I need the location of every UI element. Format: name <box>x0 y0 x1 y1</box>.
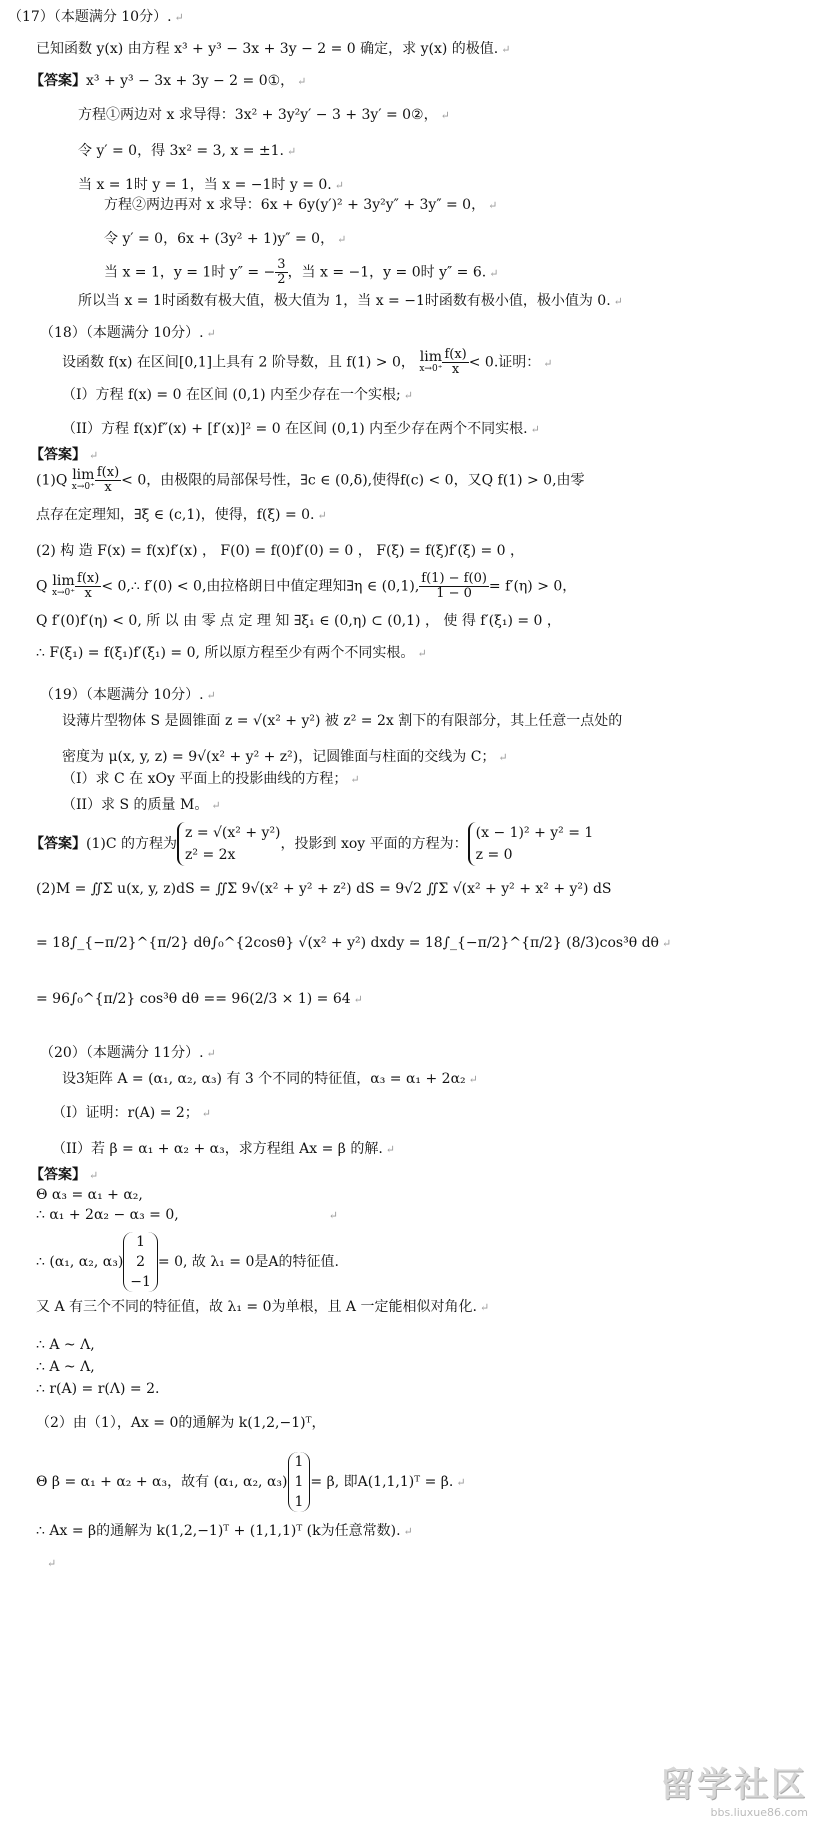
p18-question-1: （I）方程 f(x) = 0 在区间 (0,1) 内至少存在一个实根; ↵ <box>62 387 413 403</box>
watermark-url: bbs.liuxue86.com <box>710 1806 808 1819</box>
p20-answer-line-7: ∴ r(A) = r(Λ) = 2. <box>36 1381 160 1397</box>
fraction: $\frac{f(x)}{x}$ <box>444 347 467 377</box>
p19-answer-line-2: (2)M = ∬Σ u(x, y, z)dS = ∬Σ 9√(x² + y² + z²) dS = 9√2 ∬Σ √(x² + y² + x² + y²) dS <box>36 881 612 897</box>
p17-header: （17）（本题满分 10分）. ↵ <box>8 9 184 25</box>
p20-answer-line-1: Θ α₃ = α₁ + α₂, <box>36 1187 143 1203</box>
watermark <box>660 1757 808 1819</box>
trailing-return-mark: ↵ <box>47 1557 57 1570</box>
column-vector: 1 1 1 <box>288 1452 311 1512</box>
p20-answer-line-8: （2）由（1），Ax = 0的通解为 k(1,2,−1)ᵀ， <box>36 1415 326 1431</box>
p20-answer-line-2: ∴ α₁ + 2α₂ − α₃ = 0, ↵ <box>36 1207 338 1223</box>
p19-header: （19）（本题满分 10分）. ↵ <box>40 687 216 703</box>
p20-header: （20）（本题满分 11分）. ↵ <box>40 1045 216 1061</box>
p17-problem: 已知函数 y(x) 由方程 x³ + y³ − 3x + 3y − 2 = 0 确定，求 y(x) 的极值. ↵ <box>36 41 511 57</box>
column-vector: 1 2 −1 <box>123 1232 158 1292</box>
fraction: $\frac{3}{2}$ <box>277 257 286 287</box>
p20-answer-line-10: ∴ Ax = β的通解为 k(1,2,−1)ᵀ + (1,1,1)ᵀ (k为任意常数). ↵ <box>36 1523 413 1539</box>
p18-answer-line-3: (2) 构 造 F(x) = f(x)f′(x) ， F(0) = f(0)f′(0) = 0 ， F(ξ) = f(ξ)f′(ξ) = 0 ， <box>36 543 525 559</box>
fraction: $\frac{f(x)}{x}$ <box>77 571 100 601</box>
p17-answer-line-5: 方程②两边再对 x 求导：6x + 6y(y′)² + 3y²y″ + 3y″ = 0， ↵ <box>104 197 498 213</box>
p20-question-2: （II）若 β = α₁ + α₂ + α₃，求方程组 Ax = β 的解. ↵ <box>52 1141 395 1157</box>
p17-answer-line-2: 方程①两边对 x 求导得：3x² + 3y²y′ − 3 + 3y′ = 0②， ↵ <box>78 107 450 123</box>
equation-system: (x − 1)² + y² = 1 z = 0 <box>468 822 594 866</box>
watermark-brand: 留学社区 <box>660 1765 808 1805</box>
p20-answer-label: 【答案】 ↵ <box>30 1167 99 1183</box>
p18-answer-label: 【答案】 ↵ <box>30 447 99 463</box>
p19-answer-line-3: = 18∫_{−π/2}^{π/2} dθ∫₀^{2cosθ} √(x² + y²) dxdy = 18∫_{−π/2}^{π/2} (8/3)cos³θ dθ ↵ <box>36 935 672 951</box>
fraction: $\frac{f(x)}{x}$ <box>96 465 120 495</box>
p18-problem: 设函数 f(x) 在区间[0,1]上具有 2 阶导数，且 f(1) > 0， lim x→0⁺ $\frac{f(x)}{x}$ < 0.证明： ↵ <box>62 347 553 377</box>
p18-answer-line-4: Q lim x→0⁺ $\frac{f(x)}{x}$ < 0,∴ f′(0) < 0,由拉格朗日中值定理知∃η ∈ (0,1), $\frac{f(1) - f(0)}{1 - 0}$ = f′(η) > 0， <box>36 571 577 601</box>
p17-answer-line-1: 【答案】x³ + y³ − 3x + 3y − 2 = 0①， ↵ <box>30 73 307 89</box>
p17-answer-line-6: 令 y′ = 0，6x + (3y² + 1)y″ = 0， ↵ <box>104 231 347 247</box>
p19-problem-line-1: 设薄片型物体 S 是圆锥面 z = √(x² + y²) 被 z² = 2x 割下的有限部分，其上任意一点处的 <box>62 713 623 729</box>
p18-answer-line-1: (1)Q lim x→0⁺ $\frac{f(x)}{x}$ < 0，由极限的局部保号性，∃c ∈ (0,δ),使得f(c) < 0，又Q f(1) > 0,由零 <box>36 465 585 495</box>
equation-system: z = √(x² + y²) z² = 2x <box>177 822 281 866</box>
limit: lim x→0⁺ <box>51 572 76 598</box>
p20-answer-line-4: 又 A 有三个不同的特征值，故 λ₁ = 0为单根，且 A 一定能相似对角化. ↵ <box>36 1299 490 1315</box>
p20-answer-line-3: ∴ (α₁, α₂, α₃) 1 2 −1 = 0, 故 λ₁ = 0是A的特征值. <box>36 1234 339 1290</box>
p18-answer-line-5: Q f′(0)f′(η) < 0, 所 以 由 零 点 定 理 知 ∃ξ₁ ∈ (0,η) ⊂ (0,1) ， 使 得 f′(ξ₁) = 0 ， <box>36 613 561 629</box>
p20-question-1: （I）证明：r(A) = 2； ↵ <box>52 1105 212 1121</box>
p20-answer-line-9: Θ β = α₁ + α₂ + α₃，故有 (α₁, α₂, α₃) 1 1 1 = β, 即A(1,1,1)ᵀ = β. ↵ <box>36 1454 466 1510</box>
p19-problem-line-2: 密度为 μ(x, y, z) = 9√(x² + y² + z²)，记圆锥面与柱面的交线为 C； ↵ <box>62 749 508 765</box>
p19-answer-line-4: = 96∫₀^{π/2} cos³θ dθ == 96(2/3 × 1) = 64 ↵ <box>36 991 363 1007</box>
fraction: $\frac{f(1) - f(0)}{1 - 0}$ <box>421 571 487 601</box>
p18-header: （18）（本题满分 10分）. ↵ <box>40 325 216 341</box>
p20-problem: 设3矩阵 A = (α₁, α₂, α₃) 有 3 个不同的特征值，α₃ = α₁ + 2α₂ ↵ <box>62 1071 478 1087</box>
p20-answer-line-5: ∴ A ~ Λ, <box>36 1337 95 1353</box>
p18-answer-line-6: ∴ F(ξ₁) = f(ξ₁)f′(ξ₁) = 0, 所以原方程至少有两个不同实根。 ↵ <box>36 645 427 661</box>
p18-answer-line-2: 点存在定理知，∃ξ ∈ (c,1)，使得，f(ξ) = 0. ↵ <box>36 507 327 523</box>
p17-answer-line-3: 令 y′ = 0，得 3x² = 3, x = ±1. ↵ <box>78 143 297 159</box>
p17-answer-line-7: 当 x = 1，y = 1时 y″ = − $\frac{3}{2}$ ，当 x = −1，y = 0时 y″ = 6. ↵ <box>104 257 499 287</box>
p17-answer-line-4: 当 x = 1时 y = 1，当 x = −1时 y = 0. ↵ <box>78 177 344 193</box>
p17-answer-line-8: 所以当 x = 1时函数有极大值，极大值为 1，当 x = −1时函数有极小值，极小值为 0. ↵ <box>78 293 623 309</box>
limit: lim x→0⁺ <box>71 466 95 492</box>
p19-answer-line-1: 【答案】(1)C 的方程为 z = √(x² + y²) z² = 2x ，投影到 xoy 平面的方程为： (x − 1)² + y² = 1 z = 0 <box>30 822 593 866</box>
p20-answer-line-6: ∴ A ~ Λ, <box>36 1359 95 1375</box>
p19-question-1: （I）求 C 在 xOy 平面上的投影曲线的方程； ↵ <box>62 771 360 787</box>
p18-question-2: （II）方程 f(x)f″(x) + [f′(x)]² = 0 在区间 (0,1) 内至少存在两个不同实根. ↵ <box>62 421 540 437</box>
p19-question-2: （II）求 S 的质量 M。 ↵ <box>62 797 221 813</box>
limit: lim x→0⁺ <box>419 348 443 374</box>
